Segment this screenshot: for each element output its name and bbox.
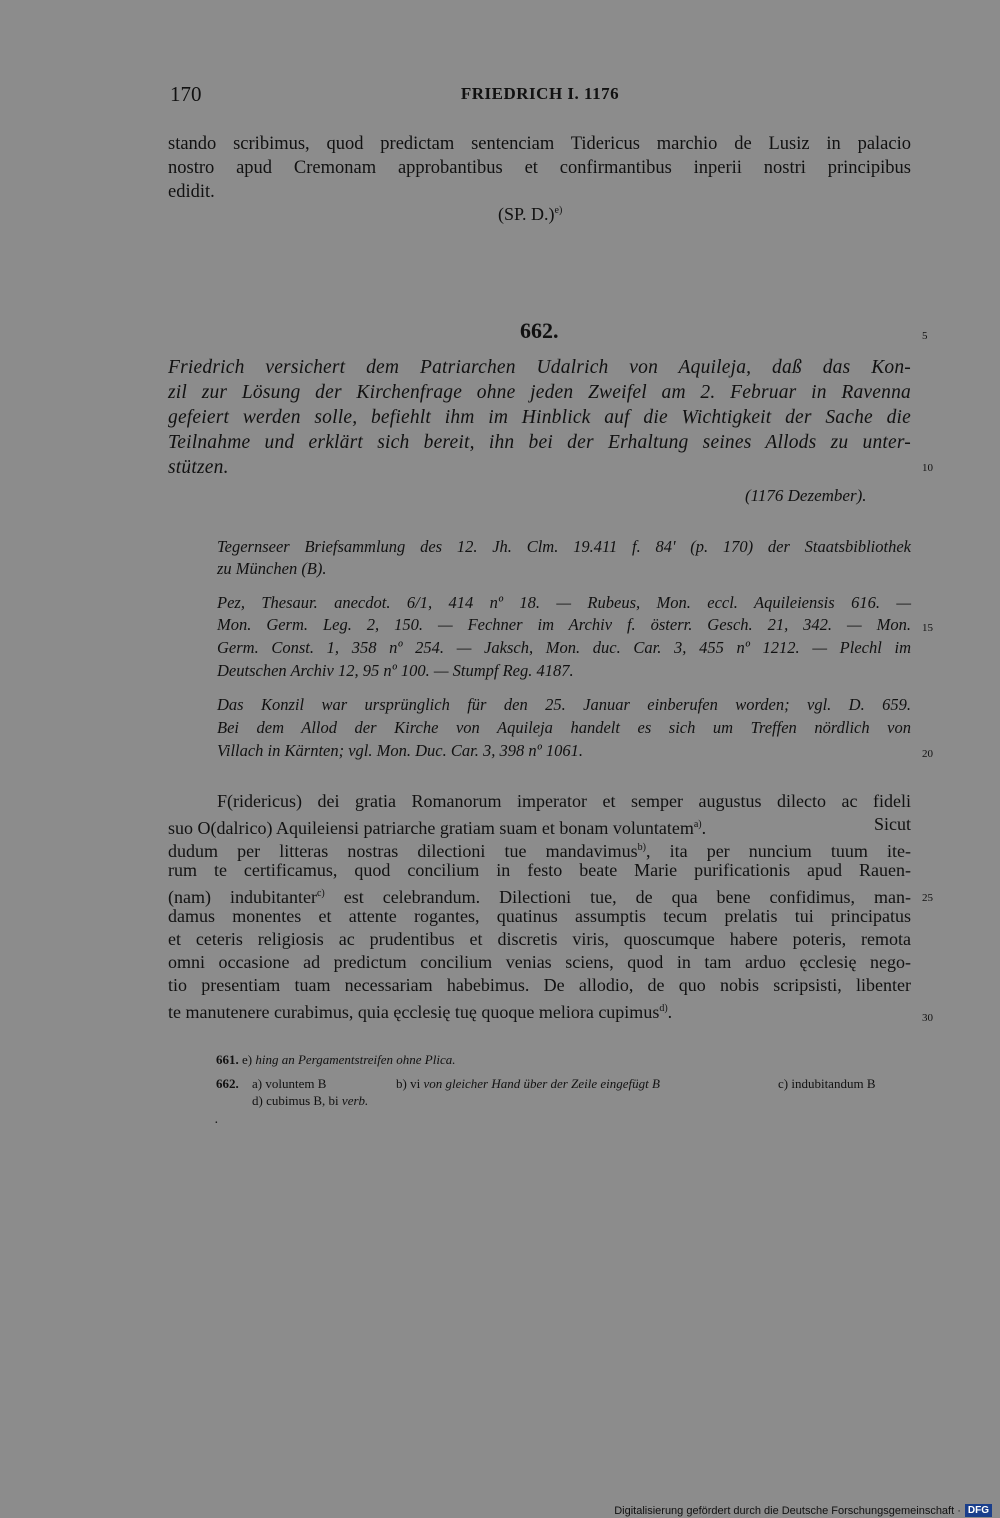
margin-line-number: 30 <box>922 1012 933 1024</box>
footnote-text: a) voluntem B <box>252 1076 327 1091</box>
footnote-text: hing an Pergamentstreifen ohne Plica. <box>255 1052 456 1067</box>
signature-text: (SP. D.) <box>498 204 555 224</box>
editions-line: Deutschen Archiv 12, 95 nº 100. — Stumpf Reg. 4187. <box>217 661 574 680</box>
body-text: F(ridericus) dei gratia Romanorum imperator et semper augustus dilecto ac fideli <box>217 791 911 811</box>
running-title: FRIEDRICH I. 1176 <box>460 84 620 103</box>
footnote-marker: e) <box>554 205 563 216</box>
document-number: 662. <box>520 318 559 343</box>
footnote-text: von gleicher Hand über der Zeile eingefügt B <box>423 1076 660 1091</box>
footnote-number: 661. <box>216 1052 239 1067</box>
body-text: (nam) indubitanter <box>168 887 317 907</box>
footnote-text: d) cubimus B, bi <box>252 1093 339 1108</box>
body-text: te manutenere curabimus, quia ęcclesię tuę quoque meliora cupimus <box>168 1002 660 1022</box>
dfg-logo: DFG <box>965 1504 992 1517</box>
footnote-text: verb. <box>341 1093 369 1108</box>
footer-text: Digitalisierung gefördert durch die Deutsche Forschungsgemeinschaft · <box>614 1504 961 1517</box>
editions-line: Pez, Thesaur. anecdot. 6/1, 414 nº 18. — Rubeus, Mon. eccl. Aquileiensis 616. — <box>217 593 911 612</box>
commentary-line: Bei dem Allod der Kirche von Aquileja handelt es sich um Treffen nördlich von <box>217 718 911 737</box>
regest-line: gefeiert werden solle, befiehlt ihm im Hinblick auf die Wichtigkeit der Sache die <box>168 407 911 428</box>
body-text: est celebrandum. Dilectioni tue, de qua bene confidimus, man- <box>324 887 911 907</box>
signature <box>498 204 562 225</box>
footnote-662-c <box>778 1076 876 1092</box>
footnote-662-b <box>396 1076 660 1092</box>
editions-line: Mon. Germ. Leg. 2, 150. — Fechner im Archiv f. österr. Gesch. 21, 342. — Mon. <box>217 615 911 634</box>
body-text: damus monentes et attente rogantes, quatinus assumptis tecum prelatis tui principatus <box>168 906 911 926</box>
footnote-marker: d) <box>659 1003 668 1014</box>
body-text: dudum per litteras nostras dilectioni tue mandavimus <box>168 841 638 861</box>
margin-line-number: 20 <box>922 748 933 760</box>
body-line <box>168 905 911 928</box>
document-date: (1176 Dezember). <box>745 486 867 505</box>
body-text: , ita per nuncium tuum ite- <box>645 841 912 861</box>
body-line <box>168 974 911 997</box>
footnote-662-a <box>252 1076 326 1092</box>
editions-line: Germ. Const. 1, 358 nº 254. — Jaksch, Mon. duc. Car. 3, 455 nº 1212. — Plechl im <box>217 638 911 657</box>
footnote-text: b) vi <box>396 1076 421 1091</box>
footnote-number: 662. <box>216 1076 239 1091</box>
regest-line: zil zur Lösung der Kirchenfrage ohne jeden Zweifel am 2. Februar in Ravenna <box>168 382 911 403</box>
body-text-group: suo O(dalrico) Aquileiensi patriarche gratiam suam et bonam voluntatem$^{a)}$. <box>168 818 707 838</box>
footnote-marker: a) <box>693 819 702 830</box>
footnote-letter: e) <box>242 1052 253 1067</box>
text-line: stando scribimus, quod predictam sentenciam Tidericus marchio de Lusiz in palacio <box>168 134 911 154</box>
footnote-661 <box>216 1052 456 1068</box>
footnote-text: c) indubitandum B <box>778 1076 876 1091</box>
body-line <box>168 951 911 974</box>
source-line: Tegernseer Briefsammlung des 12. Jh. Clm. 19.411 f. 84' (p. 170) der Staatsbibliothek <box>217 537 911 556</box>
body-text: Sicut <box>873 814 911 834</box>
margin-line-number: 25 <box>922 892 933 904</box>
commentary-line: Das Konzil war ursprünglich für den 25. Januar einberufen worden; vgl. D. 659. <box>217 695 911 714</box>
source-line: zu München (B). <box>217 559 327 578</box>
margin-line-number: 5 <box>922 330 928 342</box>
body-line <box>168 997 911 1024</box>
stray-dot: · <box>214 1116 219 1131</box>
commentary-line: Villach in Kärnten; vgl. Mon. Duc. Car. 3, 398 nº 1061. <box>217 741 583 760</box>
text-line: nostro apud Cremonam approbantibus et confirmantibus inperii nostri principibus <box>168 158 911 178</box>
body-line <box>168 928 911 951</box>
body-text: . <box>667 1002 673 1022</box>
body-text: tio presentiam tuam necessariam habebimus. De allodio, de quo nobis scripsisti, libenter <box>168 975 911 995</box>
body-text: rum te certificamus, quod concilium in festo beate Marie purificationis apud Rauen- <box>168 860 911 880</box>
footnote-662-d <box>252 1093 368 1109</box>
footnote-marker: b) <box>637 842 646 853</box>
body-text: et ceteris religiosis ac prudentibus et discretis viris, quoscumque habere poteris, remota <box>168 929 911 949</box>
footer <box>614 1504 992 1517</box>
body-line <box>168 859 911 882</box>
body-text: suo O(dalrico) Aquileiensi patriarche gratiam suam et bonam voluntatem <box>168 818 694 838</box>
footnote-marker: c) <box>316 888 325 899</box>
footnote-662 <box>216 1076 239 1092</box>
body-text: omni occasione ad predictum concilium venias sciens, quod in tam arduo ęcclesię nego- <box>168 952 911 972</box>
regest-line: Friedrich versichert dem Patriarchen Udalrich von Aquileja, daß das Kon- <box>168 357 911 378</box>
regest-line: Teilnahme und erklärt sich bereit, ihn bei der Erhaltung seines Allods zu unter- <box>168 432 911 453</box>
regest-line: stützen. <box>168 457 229 478</box>
margin-line-number: 15 <box>922 622 933 634</box>
body-line <box>217 790 911 813</box>
margin-line-number: 10 <box>922 462 933 474</box>
page-number: 170 <box>170 82 202 106</box>
text-line: edidit. <box>168 182 215 202</box>
